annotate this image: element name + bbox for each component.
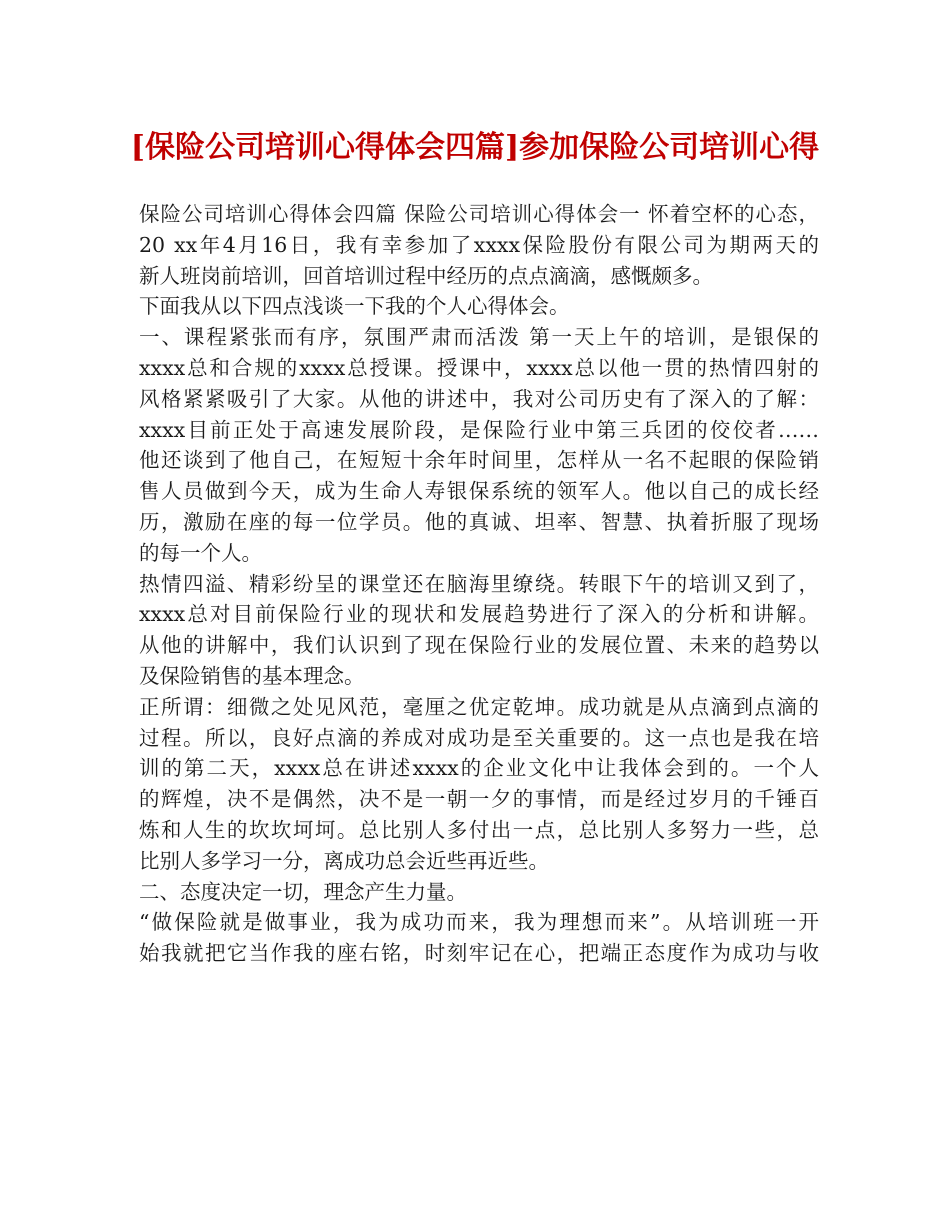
text-line: 下面我从以下四点浅谈一下我的个人心得体会。 (139, 294, 570, 319)
text-line: 从他的讲解中，我们认识到了现在保险行业的发展位置、未来的趋势以 (139, 633, 819, 658)
text-line: 的辉煌，决不是偶然，决不是一朝一夕的事情，而是经过岁月的千锤百 (139, 787, 819, 812)
document-title: [保险公司培训心得体会四篇]参加保险公司培训心得 (130, 130, 820, 165)
text-line: xxxx目前正处于高速发展阶段，是保险行业中第三兵团的佼佼者…… (139, 417, 819, 442)
text-line: xxxx总和合规的xxxx总授课。授课中，xxxx总以他一贯的热情四射的 (139, 355, 819, 380)
text-line: 炼和人生的坎坎坷坷。总比别人多付出一点，总比别人多努力一些，总 (139, 817, 819, 842)
text-line: 过程。所以，良好点滴的养成对成功是至关重要的。这一点也是我在培 (139, 725, 819, 750)
text-line: 的每一个人。 (139, 540, 262, 565)
text-line: 及保险销售的基本理念。 (139, 663, 365, 688)
text-line: 始我就把它当作我的座右铭，时刻牢记在心，把端正态度作为成功与收 (139, 941, 819, 966)
text-line: 热情四溢、精彩纷呈的课堂还在脑海里缭绕。转眼下午的培训又到了， (139, 571, 819, 596)
text-line: 售人员做到今天，成为生命人寿银保系统的领军人。他以自己的成长经 (139, 479, 819, 504)
text-line: 20 xx年4月16日，我有幸参加了xxxx保险股份有限公司为期两天的 (139, 232, 819, 257)
text-line: 新人班岗前培训，回首培训过程中经历的点点滴滴，感慨颇多。 (139, 263, 713, 288)
text-line: 二、态度决定一切，理念产生力量。 (139, 879, 467, 904)
text-line: 比别人多学习一分，离成功总会近些再近些。 (139, 848, 549, 873)
text-line: 训的第二天，xxxx总在讲述xxxx的企业文化中让我体会到的。一个人 (139, 756, 819, 781)
text-line: 历，激励在座的每一位学员。他的真诚、坦率、智慧、执着折服了现场 (139, 509, 819, 534)
text-line: 他还谈到了他自己，在短短十余年时间里，怎样从一名不起眼的保险销 (139, 448, 819, 473)
text-line: 一、课程紧张而有序，氛围严肃而活泼 第一天上午的培训，是银保的 (139, 325, 819, 350)
text-line: xxxx总对目前保险行业的现状和发展趋势进行了深入的分析和讲解。 (139, 602, 819, 627)
text-line: 保险公司培训心得体会四篇 保险公司培训心得体会一 怀着空杯的心态， (139, 202, 819, 226)
text-line: 正所谓：细微之处见风范，毫厘之优定乾坤。成功就是从点滴到点滴的 (139, 694, 819, 719)
text-line: 风格紧紧吸引了大家。从他的讲述中，我对公司历史有了深入的了解： (139, 386, 819, 411)
text-line: “做保险就是做事业，我为成功而来，我为理想而来”。从培训班一开 (139, 910, 819, 935)
document-body (139, 199, 819, 969)
